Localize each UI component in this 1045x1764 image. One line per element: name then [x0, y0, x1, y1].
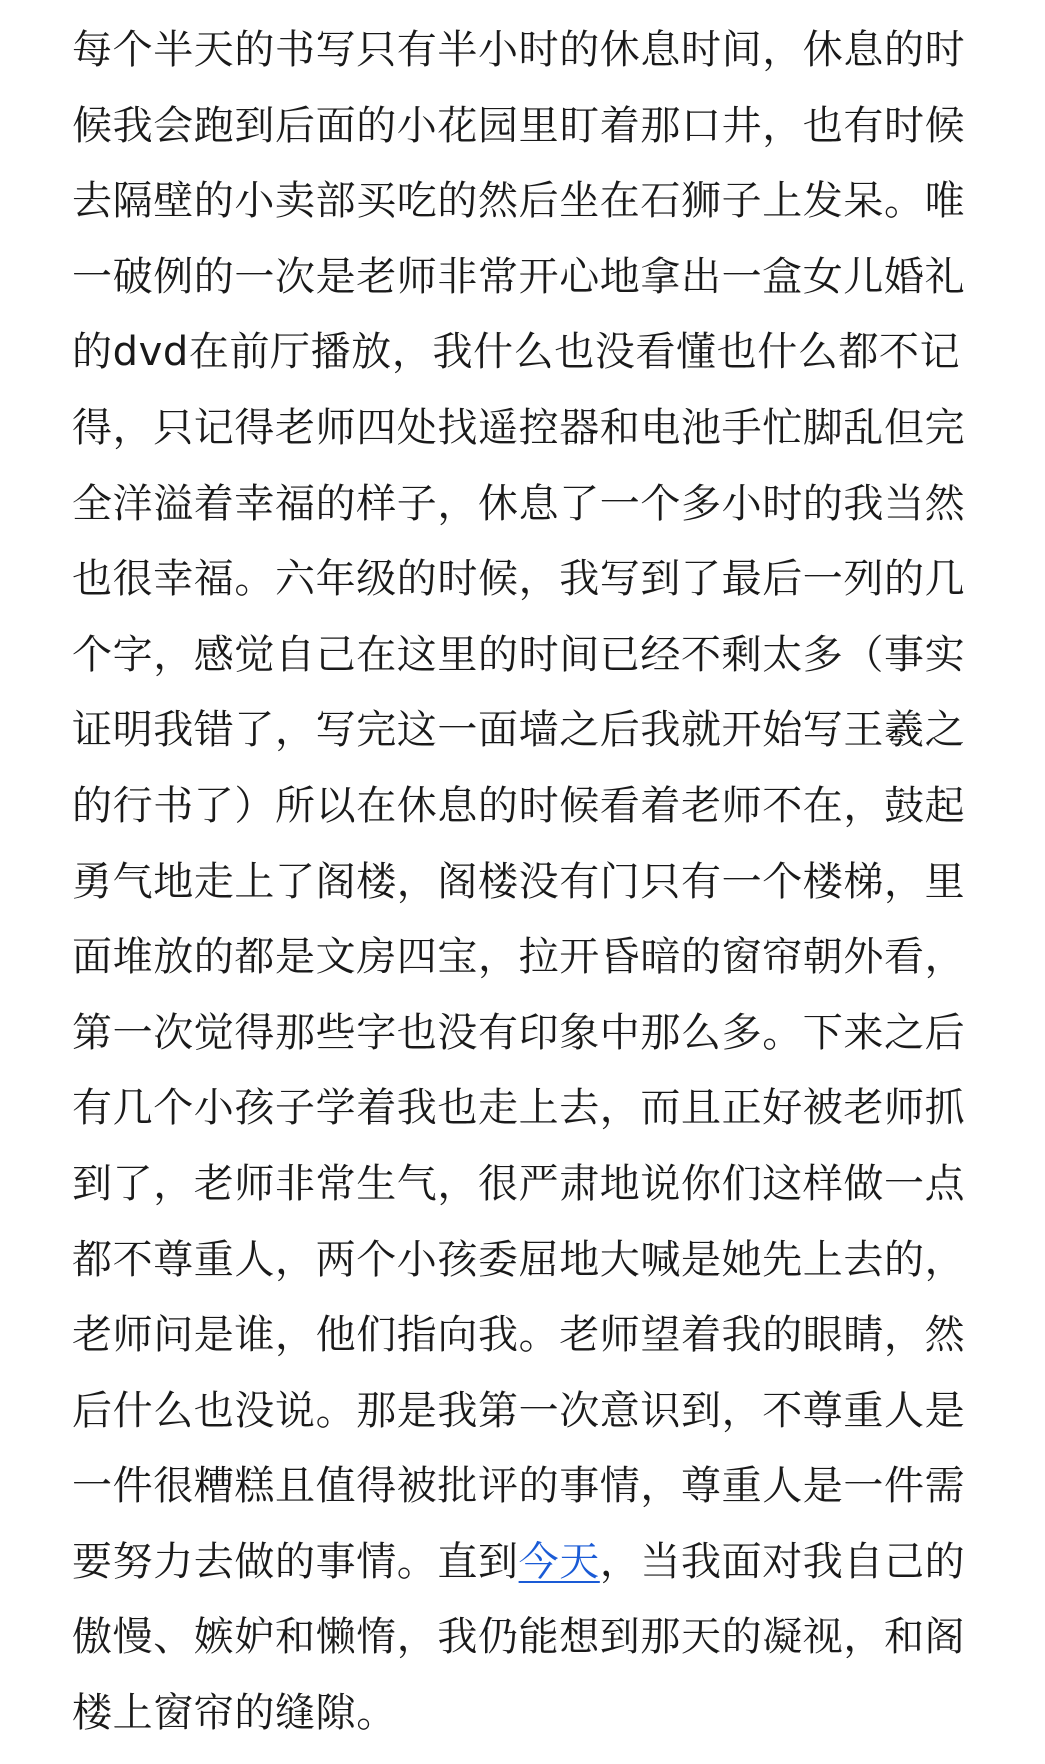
text-line: 一件很糟糕且值得被批评的事情，尊重人是一件需 [72, 1463, 966, 1510]
text-line: 第一次觉得那些字也没有印象中那么多。下来之后 [72, 1009, 966, 1056]
text-line: 一破例的一次是老师非常开心地拿出一盒女儿婚礼 [72, 253, 966, 300]
article-body [72, 13, 972, 1752]
text-segment: 要努力去做的事情。直到 [72, 1538, 519, 1585]
text-line: 全洋溢着幸福的样子，休息了一个多小时的我当然 [72, 480, 966, 527]
text-line: 得，只记得老师四处找遥控器和电池手忙脚乱但完 [72, 404, 966, 451]
text-line: 去隔壁的小卖部买吃的然后坐在石狮子上发呆。唯 [72, 178, 966, 225]
text-line: 个字，感觉自己在这里的时间已经不剩太多（事实 [72, 631, 966, 678]
text-segment: ，当我面对我自己的 [599, 1538, 966, 1585]
text-line: 后什么也没说。那是我第一次意识到，不尊重人是 [72, 1387, 966, 1434]
text-line: 证明我错了，写完这一面墙之后我就开始写王羲之 [72, 707, 966, 754]
text-line: 也很幸福。六年级的时候，我写到了最后一列的几 [72, 556, 966, 603]
text-line: 面堆放的都是文房四宝，拉开昏暗的窗帘朝外看， [72, 934, 966, 981]
text-line: 勇气地走上了阁楼，阁楼没有门只有一个楼梯，里 [72, 858, 966, 905]
text-line: 老师问是谁，他们指向我。老师望着我的眼睛，然 [72, 1312, 966, 1359]
text-line: 都不尊重人，两个小孩委屈地大喊是她先上去的， [72, 1236, 966, 1283]
text-line: 傲慢、嫉妒和懒惰，我仍能想到那天的凝视，和阁 [72, 1614, 966, 1661]
text-line: 候我会跑到后面的小花园里盯着那口井，也有时候 [72, 102, 966, 149]
text-line: 的行书了）所以在休息的时候看着老师不在，鼓起 [72, 782, 966, 829]
text-line: 的dvd在前厅播放，我什么也没看懂也什么都不记 [72, 329, 961, 376]
today-link[interactable]: 今天 [518, 1538, 600, 1585]
text-line-with-link [72, 1525, 972, 1601]
text-line: 有几个小孩子学着我也走上去，而且正好被老师抓 [72, 1085, 966, 1132]
text-line: 到了，老师非常生气，很严肃地说你们这样做一点 [72, 1160, 966, 1207]
text-line: 每个半天的书写只有半小时的休息时间，休息的时 [72, 27, 966, 73]
text-line: 楼上窗帘的缝隙。 [72, 1690, 397, 1737]
